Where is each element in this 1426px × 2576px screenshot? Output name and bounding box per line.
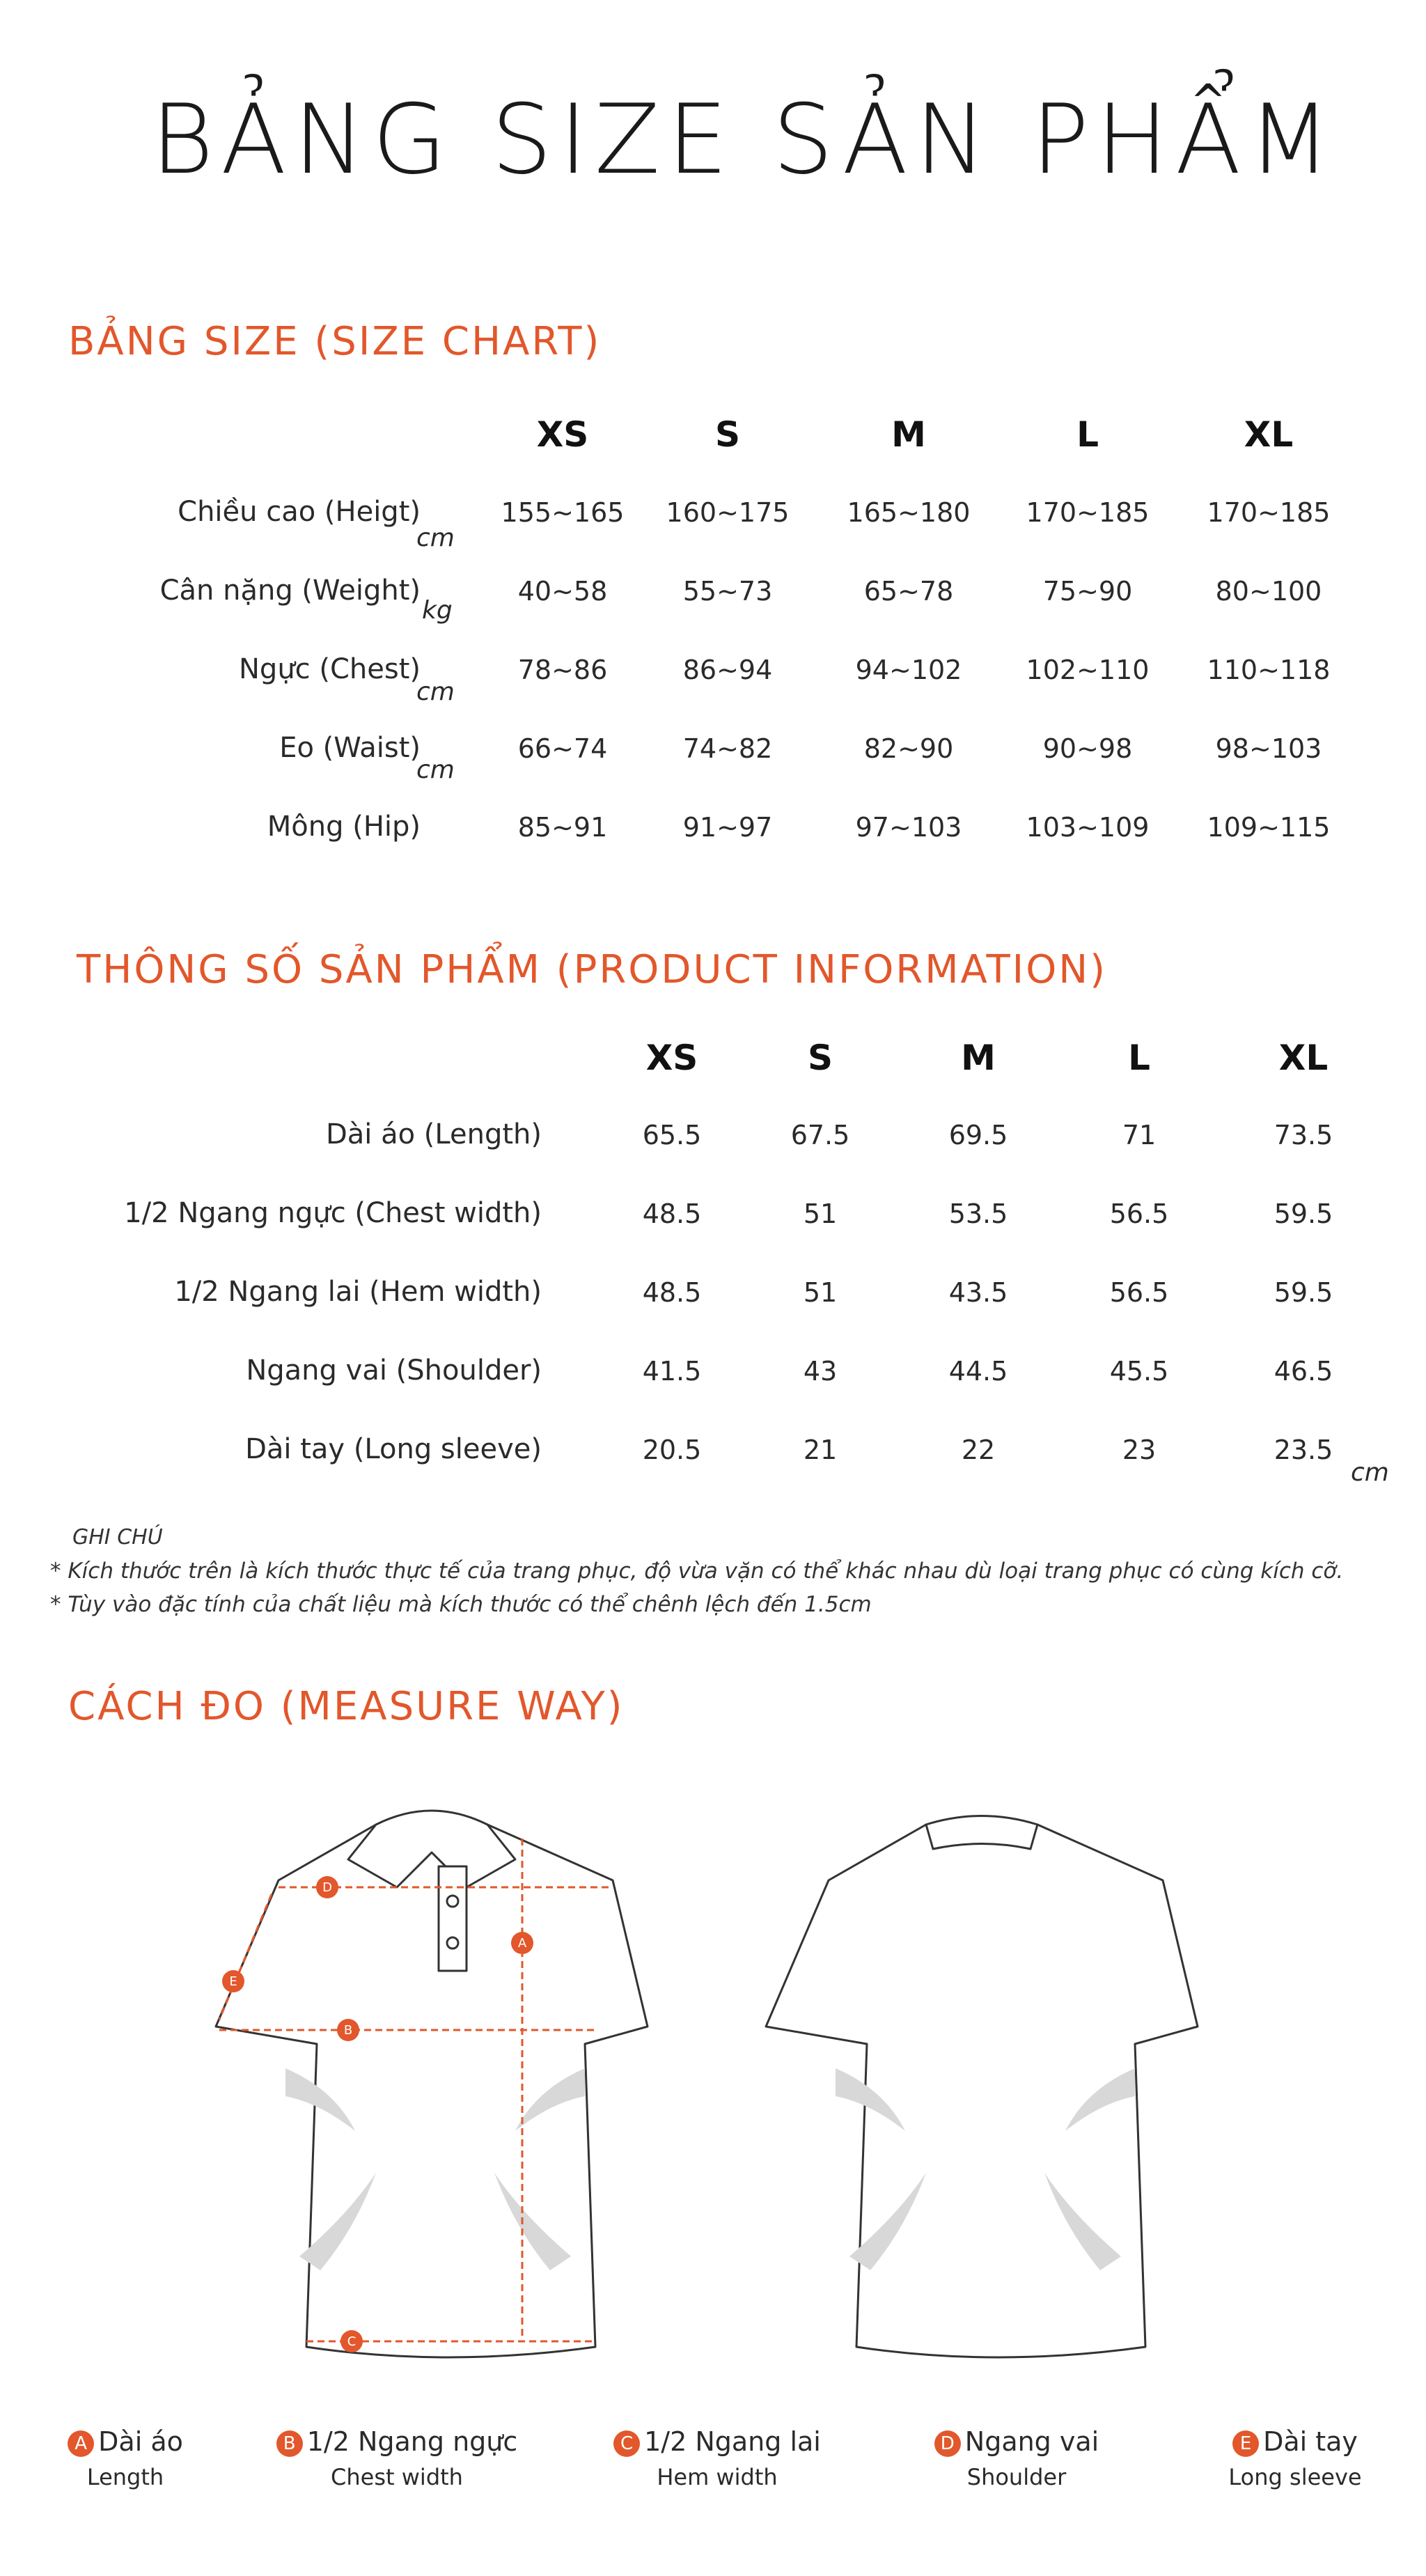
size-cell: 110~118 [1207, 655, 1331, 685]
product-cell: 59.5 [1274, 1277, 1333, 1308]
size-cell: 170~185 [1207, 497, 1331, 528]
size-cell: 65~78 [863, 576, 954, 607]
size-row-label: Ngực (Chest) [239, 653, 421, 685]
product-cell: 23.5 [1274, 1435, 1333, 1465]
legend-sub: Shoulder [966, 2464, 1067, 2490]
legend-label: Dài tay [1263, 2426, 1358, 2457]
page-title: BẢNG SIZE SẢN PHẨM [150, 84, 1338, 196]
size-row-unit: cm [416, 678, 455, 706]
product-row-label: 1/2 Ngang lai (Hem width) [174, 1276, 542, 1308]
product-cell: 56.5 [1109, 1199, 1169, 1229]
size-cell: 155~165 [501, 497, 625, 528]
size-cell: 91~97 [682, 812, 773, 843]
product-row-label: Ngang vai (Shoulder) [246, 1355, 542, 1387]
size-cell: 94~102 [855, 655, 962, 685]
product-cell: 69.5 [948, 1120, 1008, 1150]
legend-c-icon: C [613, 2430, 640, 2457]
size-cell: 82~90 [863, 733, 954, 764]
size-header-xl: XL [1244, 414, 1294, 455]
legend-sub: Long sleeve [1228, 2464, 1362, 2490]
size-cell: 102~110 [1026, 655, 1150, 685]
legend-item-c [606, 2426, 829, 2490]
size-row-unit: kg [422, 596, 453, 625]
svg-text:B: B [343, 2023, 353, 2038]
product-cell: 23 [1122, 1435, 1157, 1465]
size-cell: 75~90 [1042, 576, 1133, 607]
back-shirt-diagram [745, 1769, 1246, 2375]
size-cell: 170~185 [1026, 497, 1150, 528]
note-line: * Tùy vào đặc tính của chất liệu mà kích thước có thể chênh lệch đến 1.5cm [50, 1592, 872, 1617]
product-row-label: 1/2 Ngang ngực (Chest width) [124, 1197, 542, 1229]
size-cell: 109~115 [1207, 812, 1331, 843]
legend-sub: Chest width [331, 2464, 463, 2490]
product-cell: 51 [803, 1277, 838, 1308]
size-cell: 103~109 [1026, 812, 1150, 843]
size-row-label: Chiều cao (Heigt) [178, 496, 421, 528]
svg-text:A: A [517, 1936, 527, 1951]
product-row-label: Dài tay (Long sleeve) [245, 1433, 542, 1465]
product-cell: 43 [803, 1356, 838, 1387]
size-cell: 90~98 [1042, 733, 1133, 764]
product-header-xs: XS [645, 1038, 698, 1078]
size-cell: 74~82 [682, 733, 773, 764]
product-info-title: THÔNG SỐ SẢN PHẨM (PRODUCT INFORMATION) [77, 947, 1108, 992]
size-row-label: Mông (Hip) [267, 811, 421, 843]
size-cell: 66~74 [517, 733, 608, 764]
size-row-unit: cm [416, 524, 455, 552]
svg-text:E: E [229, 1974, 237, 1989]
size-cell: 97~103 [855, 812, 962, 843]
product-cell: 21 [803, 1435, 838, 1465]
product-cell: 67.5 [790, 1120, 850, 1150]
legend-a-icon: A [68, 2430, 94, 2457]
legend-sub: Hem width [657, 2464, 778, 2490]
size-cell: 85~91 [517, 812, 608, 843]
legend-item-d [919, 2426, 1114, 2490]
legend-e-icon: E [1232, 2430, 1259, 2457]
legend-label: Dài áo [98, 2426, 183, 2457]
product-header-l: L [1128, 1038, 1150, 1078]
svg-text:C: C [347, 2334, 356, 2349]
measure-title: CÁCH ĐO (MEASURE WAY) [68, 1684, 625, 1729]
product-cell: 73.5 [1274, 1120, 1333, 1150]
size-cell: 86~94 [682, 655, 773, 685]
legend-item-a [42, 2426, 209, 2490]
product-cell: 45.5 [1109, 1356, 1169, 1387]
size-row-label: Cân nặng (Weight) [159, 575, 421, 607]
svg-text:D: D [322, 1880, 332, 1895]
size-header-xs: XS [536, 414, 589, 455]
size-cell: 80~100 [1215, 576, 1322, 607]
legend-d-icon: D [934, 2430, 961, 2457]
note-line: * Kích thước trên là kích thước thực tế của trang phục, độ vừa vặn có thể khác nhau dù loại trang phục có cùng kích cỡ. [50, 1559, 1344, 1584]
product-cell: 56.5 [1109, 1277, 1169, 1308]
product-cell: 53.5 [948, 1199, 1008, 1229]
size-cell: 98~103 [1215, 733, 1322, 764]
legend-b-icon: B [276, 2430, 303, 2457]
size-cell: 160~175 [666, 497, 790, 528]
legend-sub: Length [86, 2464, 164, 2490]
product-header-m: M [961, 1038, 996, 1078]
product-header-xl: XL [1278, 1038, 1329, 1078]
product-cell: 48.5 [642, 1277, 702, 1308]
notes-title: GHI CHÚ [72, 1525, 163, 1549]
front-shirt-placket [439, 1866, 467, 1971]
size-header-m: M [891, 414, 926, 455]
product-cell: 41.5 [642, 1356, 702, 1387]
product-header-s: S [807, 1038, 833, 1078]
size-header-s: S [714, 414, 740, 455]
front-shirt-diagram [195, 1769, 696, 2375]
legend-item-e [1198, 2426, 1393, 2490]
product-unit: cm [1351, 1458, 1389, 1487]
product-cell: 20.5 [642, 1435, 702, 1465]
size-row-unit: cm [416, 756, 455, 784]
size-row-label: Eo (Waist) [279, 732, 421, 764]
product-cell: 43.5 [948, 1277, 1008, 1308]
legend-label: 1/2 Ngang ngực [306, 2426, 518, 2457]
product-cell: 65.5 [642, 1120, 702, 1150]
product-cell: 59.5 [1274, 1199, 1333, 1229]
product-cell: 46.5 [1274, 1356, 1333, 1387]
size-header-l: L [1076, 414, 1099, 455]
product-cell: 48.5 [642, 1199, 702, 1229]
back-shirt-collar [926, 1816, 1037, 1850]
product-cell: 51 [803, 1199, 838, 1229]
size-chart-title: BẢNG SIZE (SIZE CHART) [68, 319, 602, 364]
size-cell: 40~58 [517, 576, 608, 607]
legend-label: 1/2 Ngang lai [644, 2426, 821, 2457]
product-cell: 22 [961, 1435, 996, 1465]
product-cell: 71 [1122, 1120, 1157, 1150]
size-cell: 165~180 [847, 497, 971, 528]
legend-item-b [272, 2426, 522, 2490]
size-cell: 55~73 [682, 576, 773, 607]
legend-label: Ngang vai [964, 2426, 1099, 2457]
product-cell: 44.5 [948, 1356, 1008, 1387]
size-cell: 78~86 [517, 655, 608, 685]
product-row-label: Dài áo (Length) [325, 1118, 542, 1150]
